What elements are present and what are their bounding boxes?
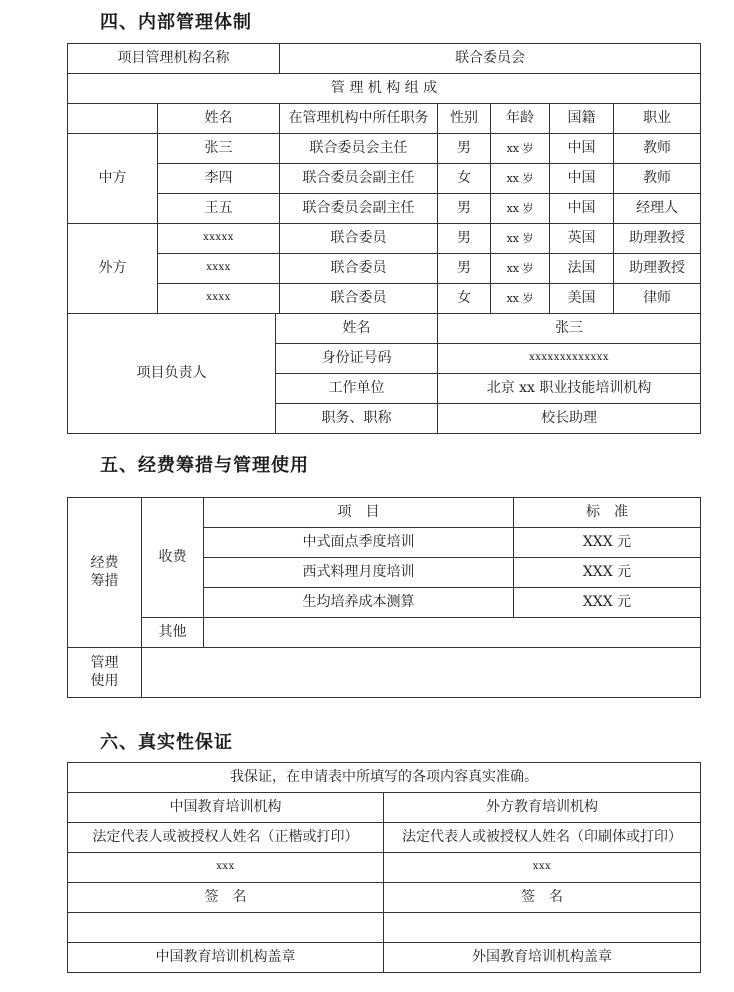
chinese-rep-value: xxx	[68, 853, 384, 883]
member-name: xxxx	[158, 284, 280, 314]
member-age: xx 岁	[491, 224, 550, 254]
member-nationality: 法国	[550, 254, 614, 284]
management-label: 管理 使用	[68, 648, 142, 698]
foreign-seal-label: 外国教育培训机构盖章	[384, 943, 701, 973]
table-row	[68, 284, 701, 314]
member-age: xx 岁	[491, 134, 550, 164]
member-name: 张三	[158, 134, 280, 164]
member-gender: 女	[438, 284, 491, 314]
composition-label: 管 理 机 构 组 成	[68, 74, 701, 104]
fee-standard: XXX 元	[514, 558, 701, 588]
header-gender: 性别	[438, 104, 491, 134]
foreign-org-label: 外方教育培训机构	[384, 793, 701, 823]
leader-field-value: 校长助理	[438, 404, 701, 434]
member-age: xx 岁	[491, 194, 550, 224]
member-occupation: 教师	[614, 134, 701, 164]
header-name: 姓名	[158, 104, 280, 134]
member-role: 联合委员	[280, 284, 438, 314]
member-nationality: 中国	[550, 194, 614, 224]
section6-heading: 六、真实性保证	[100, 732, 233, 753]
member-role: 联合委员会副主任	[280, 164, 438, 194]
foreign-rep-label: 法定代表人或被授权人姓名（印刷体或打印）	[384, 823, 701, 853]
foreign-rep-value: xxx	[384, 853, 701, 883]
member-name: xxxxx	[158, 224, 280, 254]
fee-standard: XXX 元	[514, 588, 701, 618]
authenticity-statement: 我保证，在申请表中所填写的各项内容真实准确。	[68, 763, 701, 793]
chinese-org-label: 中国教育培训机构	[68, 793, 384, 823]
leader-field-value: 张三	[438, 314, 701, 344]
table-row	[68, 164, 701, 194]
other-label: 其他	[142, 618, 204, 648]
funding-label: 经费 筹措	[68, 498, 142, 648]
header-nationality: 国籍	[550, 104, 614, 134]
header-role: 在管理机构中所任职务	[280, 104, 438, 134]
leader-field-label: 工作单位	[276, 374, 438, 404]
table-row	[68, 254, 701, 284]
management-value	[142, 648, 701, 698]
member-name: xxxx	[158, 254, 280, 284]
member-occupation: 经理人	[614, 194, 701, 224]
header-age: 年龄	[491, 104, 550, 134]
member-name: 李四	[158, 164, 280, 194]
leader-field-value: xxxxxxxxxxxxx	[438, 344, 701, 374]
section5-heading: 五、经费筹措与管理使用	[100, 455, 309, 476]
fee-item: 生均培养成本测算	[204, 588, 514, 618]
chinese-sign-label: 签 名	[68, 883, 384, 913]
chinese-rep-label: 法定代表人或被授权人姓名（正楷或打印）	[68, 823, 384, 853]
leader-field-label: 身份证号码	[276, 344, 438, 374]
foreign-sign-value	[384, 913, 701, 943]
member-role: 联合委员	[280, 224, 438, 254]
table-row	[68, 134, 701, 164]
member-occupation: 助理教授	[614, 224, 701, 254]
member-age: xx 岁	[491, 254, 550, 284]
foreign-sign-label: 签 名	[384, 883, 701, 913]
member-role: 联合委员会主任	[280, 134, 438, 164]
member-nationality: 中国	[550, 134, 614, 164]
leader-field-label: 姓名	[276, 314, 438, 344]
table-row	[68, 224, 701, 254]
member-role: 联合委员会副主任	[280, 194, 438, 224]
member-gender: 男	[438, 224, 491, 254]
member-gender: 男	[438, 134, 491, 164]
member-gender: 男	[438, 254, 491, 284]
leader-field-label: 职务、职称	[276, 404, 438, 434]
other-value	[204, 618, 701, 648]
project-leader-label: 项目负责人	[68, 314, 276, 434]
member-nationality: 中国	[550, 164, 614, 194]
member-gender: 女	[438, 164, 491, 194]
member-gender: 男	[438, 194, 491, 224]
leader-field-value: 北京 xx 职业技能培训机构	[438, 374, 701, 404]
member-role: 联合委员	[280, 254, 438, 284]
chinese-sign-value	[68, 913, 384, 943]
foreign-side-label: 外方	[68, 224, 158, 314]
authenticity-table	[67, 762, 701, 973]
section4-heading: 四、内部管理体制	[100, 12, 252, 33]
member-age: xx 岁	[491, 284, 550, 314]
project-org-name-value: 联合委员会	[280, 44, 701, 74]
project-org-name-label: 项目管理机构名称	[68, 44, 280, 74]
col-item-header: 项 目	[204, 498, 514, 528]
member-name: 王五	[158, 194, 280, 224]
fee-item: 西式料理月度培训	[204, 558, 514, 588]
fee-standard: XXX 元	[514, 528, 701, 558]
member-occupation: 律师	[614, 284, 701, 314]
header-occupation: 职业	[614, 104, 701, 134]
fees-label: 收费	[142, 498, 204, 618]
table-row	[68, 194, 701, 224]
management-structure-table	[67, 43, 701, 434]
chinese-seal-label: 中国教育培训机构盖章	[68, 943, 384, 973]
chinese-side-label: 中方	[68, 134, 158, 224]
col-standard-header: 标 准	[514, 498, 701, 528]
member-nationality: 英国	[550, 224, 614, 254]
member-nationality: 美国	[550, 284, 614, 314]
member-occupation: 教师	[614, 164, 701, 194]
header-spacer	[68, 104, 158, 134]
funding-table	[67, 497, 701, 698]
fee-item: 中式面点季度培训	[204, 528, 514, 558]
member-occupation: 助理教授	[614, 254, 701, 284]
member-age: xx 岁	[491, 164, 550, 194]
